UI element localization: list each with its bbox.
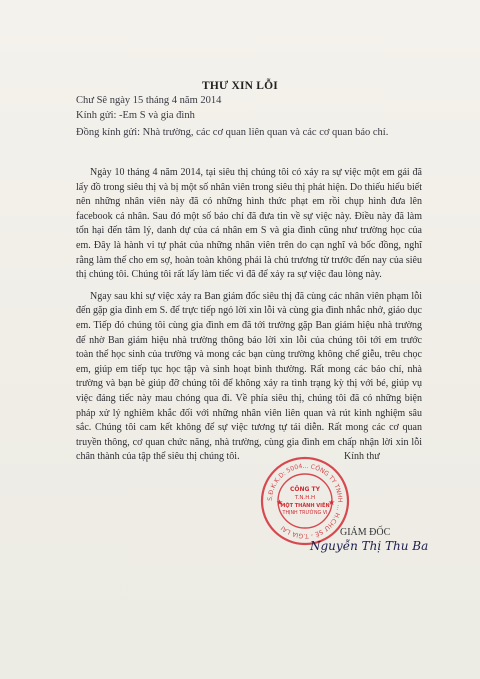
signer-name-signature: Nguyễn Thị Thu Ba bbox=[310, 539, 429, 553]
stamp-center-line-2: T.N.H.H bbox=[294, 495, 316, 501]
body-paragraph-1: Ngày 10 tháng 4 năm 2014, tại siêu thị chúng tôi có xảy ra sự việc một em gái đã lấy đồ trong siêu thị và bị một số nhân viên trong siêu thị phát hiện. Do thiếu hiểu biết nên những nhân viên này đã có những hình thức phạt em rồi chụp hình đưa lên facebook cá nhân. Sau đó một số báo chí đã đưa tin về sự việc này. Điều này đã làm tổn hại đến tâm lý, danh dự của cá nhân em S và gia đình cũng như trường học của em. Đây là hành vi tự phát của những nhân viên trên do cạn nghĩ và bốc đồng, nghĩ rằng làm thế cho em sợ, hoàn toàn không phải là chủ trương từ trước đến nay của siêu thị chúng tôi. Chúng tôi rất lấy làm tiếc vì đã để xảy ra sự việc đau lòng này. bbox=[76, 167, 422, 281]
stamp-star-icon: ★ bbox=[276, 498, 284, 507]
letter-body bbox=[76, 166, 422, 472]
recipient-line: Kính gửi: -Em S và gia đình bbox=[76, 110, 195, 121]
stamp-center-line-3: MỘT THÀNH VIÊN bbox=[280, 503, 330, 509]
letter-title: THƯ XIN LỖI bbox=[202, 80, 278, 92]
stamp-ring-text: S.Đ.K.K.D: 5004... CÔNG TY TNHH ... H.CHƯ SÊ - T.GIA LAI bbox=[266, 462, 344, 540]
signer-position: GIÁM ĐỐC bbox=[340, 527, 391, 538]
stamp-center-line-4: THỊNH TRƯỜNG VI bbox=[282, 511, 328, 516]
cc-line: Đồng kính gửi: Nhà trường, các cơ quan liên quan và các cơ quan báo chí. bbox=[76, 127, 389, 138]
date-line: Chư Sê ngày 15 tháng 4 năm 2014 bbox=[76, 95, 222, 106]
closing-label: Kính thư bbox=[344, 451, 380, 462]
stamp-star-icon: ★ bbox=[328, 498, 336, 507]
company-seal-stamp bbox=[259, 455, 351, 547]
body-paragraph-2: Ngay sau khi sự việc xảy ra Ban giám đốc siêu thị đã cùng các nhân viên phạm lỗi đến gặp gia đình em S. để trực tiếp ngỏ lời xin lỗi và cùng gia đình nhắc nhở, giáo dục em. Tiếp đó chúng tôi cùng gia đình em đã tới trường gặp Ban giám hiệu nhà trường để nhờ Ban giám hiệu nhà trường thông báo lời xin lỗi của chúng tôi tới em trước toàn thể học sinh của trường và mong các bạn cùng trường không chế giễu, trêu chọc em, giúp em tiếp tục học tập và sinh hoạt bình thường. Rất mong các báo chí, nhà trường và bạn bè giúp đỡ chúng tôi để không xảy ra tình trạng kỳ thị với bé, giúp vụ việc đáng tiếc này mau chóng qua đi. Về phía siêu thị, chúng tôi đã có những biện pháp xử lý nghiêm khắc đối với những nhân viên liên quan và rút kinh nghiệm sâu sắc. Chúng tôi cam kết không để sự việc tương tự tái diễn. Rất mong các cơ quan truyền thông, cơ quan chức năng, nhà trường, cùng gia đình em chấp nhận lời xin lỗi chân thành của tập thể siêu thị chúng tôi. bbox=[76, 290, 422, 463]
stamp-center-line-1: CÔNG TY bbox=[290, 486, 320, 493]
